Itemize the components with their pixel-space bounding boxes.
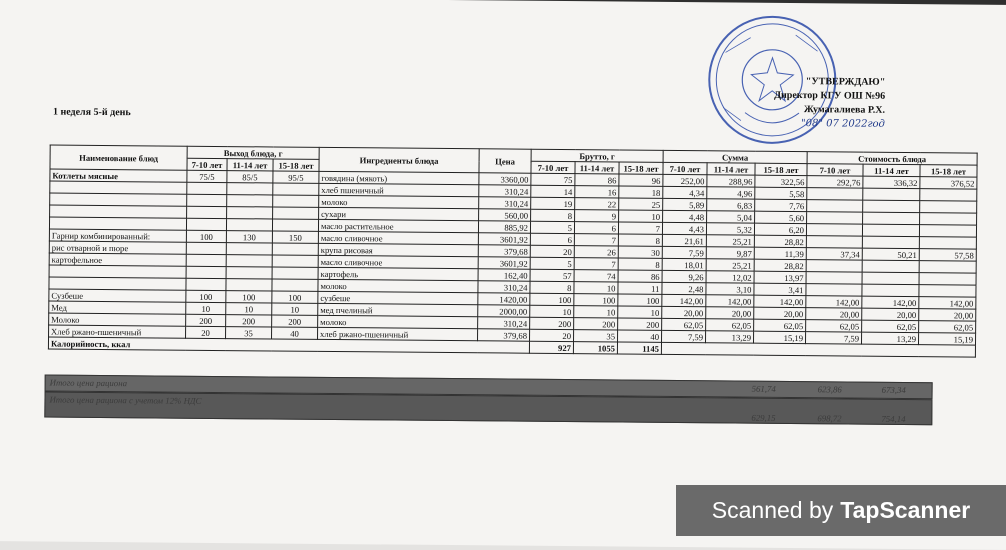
week-day-label: 1 неделя 5-й день xyxy=(52,106,131,119)
cost-age3: 57,58 xyxy=(919,249,976,261)
output-age2: 100 xyxy=(226,291,272,303)
dish-cell: Мед xyxy=(49,301,186,314)
cost-age2 xyxy=(863,212,920,224)
cost-age2: 50,21 xyxy=(862,248,919,260)
brutto-age3: 18 xyxy=(619,186,663,198)
cost-age3: 20,00 xyxy=(919,309,976,321)
sum-age3: 15,19 xyxy=(753,331,805,343)
sum-age2: 6,83 xyxy=(707,199,755,211)
brutto-age2: 7 xyxy=(574,234,618,246)
approval-block xyxy=(725,74,885,131)
brutto-age2: 9 xyxy=(575,210,619,222)
sum-age3: 6,20 xyxy=(754,223,806,235)
brutto-age2: 22 xyxy=(575,198,619,210)
output-age3 xyxy=(273,183,319,195)
total-vat-age3: 754,14 xyxy=(881,413,906,425)
total-age1: 561,74 xyxy=(751,383,776,394)
output-age1 xyxy=(186,242,226,254)
brutto-age3: 96 xyxy=(619,174,663,186)
price-cell: 2000,00 xyxy=(478,305,530,317)
output-age3 xyxy=(272,267,318,279)
ingredient-cell: молоко xyxy=(318,315,478,328)
sum-age3: 322,56 xyxy=(755,175,807,187)
total-age3: 673,34 xyxy=(881,384,906,396)
cost-age3: 376,52 xyxy=(920,177,977,189)
brutto-age2: 86 xyxy=(575,174,619,186)
sum-age2: 142,00 xyxy=(706,295,754,307)
table-body xyxy=(49,169,977,345)
brutto-age3: 8 xyxy=(618,258,662,270)
output-age3 xyxy=(273,195,319,207)
calories-age1: 927 xyxy=(529,341,573,353)
cost-age3 xyxy=(920,201,977,213)
price-cell: 310,24 xyxy=(478,281,530,293)
sum-age1: 20,00 xyxy=(662,306,706,318)
output-age1: 200 xyxy=(186,314,226,326)
sum-age1: 4,34 xyxy=(663,186,707,198)
cost-age1 xyxy=(807,212,863,224)
cost-age2 xyxy=(862,236,919,248)
sum-age1: 18,01 xyxy=(662,258,706,270)
output-age1 xyxy=(187,194,227,206)
brutto-age2: 100 xyxy=(574,294,618,306)
output-age2: 130 xyxy=(226,231,272,243)
brutto-age2: 7 xyxy=(574,258,618,270)
sum-age1: 2,48 xyxy=(662,282,706,294)
sum-age1: 4,43 xyxy=(662,222,706,234)
output-age3: 95/5 xyxy=(273,171,319,183)
sum-age2: 25,21 xyxy=(706,235,754,247)
cost-age1 xyxy=(806,224,862,236)
sum-age1: 21,61 xyxy=(662,234,706,246)
cost-age2 xyxy=(862,272,919,284)
sum-age2: 4,96 xyxy=(707,187,755,199)
price-cell: 310,24 xyxy=(478,317,530,329)
output-age1: 100 xyxy=(186,230,226,242)
sum-age2: 62,05 xyxy=(706,319,754,331)
price-cell: 379,68 xyxy=(478,245,530,257)
cost-age1: 37,34 xyxy=(806,248,862,260)
approval-person: Жумагалиева Р.Х. xyxy=(803,104,886,116)
output-age2 xyxy=(226,219,272,231)
watermark-brand: TapScanner xyxy=(840,497,971,523)
sum-age1: 5,89 xyxy=(663,198,707,210)
sum-age3: 11,39 xyxy=(754,247,806,259)
price-cell: 310,24 xyxy=(479,185,531,197)
dish-cell: Сузбеше xyxy=(49,289,186,302)
brutto-age1: 8 xyxy=(531,209,575,221)
sum-age1: 142,00 xyxy=(662,294,706,306)
sum-age3: 7,76 xyxy=(755,199,807,211)
header-cost-age1: 7-10 лет xyxy=(807,164,863,176)
ingredient-cell: крупа рисовая xyxy=(318,243,478,256)
header-cost: Стоимость блюда xyxy=(807,152,977,165)
price-cell: 885,92 xyxy=(478,221,530,233)
sum-age3: 5,60 xyxy=(755,211,807,223)
sum-age1: 62,05 xyxy=(662,318,706,330)
price-cell: 162,40 xyxy=(478,269,530,281)
brutto-age2: 6 xyxy=(574,222,618,234)
brutto-age1: 20 xyxy=(530,245,574,257)
cost-age1: 62,05 xyxy=(806,320,862,332)
brutto-age3: 7 xyxy=(618,222,662,234)
header-price: Цена xyxy=(479,149,531,173)
sum-age2: 288,96 xyxy=(707,175,755,187)
dish-cell: рис отварной и пюре xyxy=(49,241,186,254)
cost-age2 xyxy=(862,284,919,296)
cost-age2 xyxy=(862,224,919,236)
watermark-prefix: Scanned by xyxy=(711,497,834,523)
output-age3 xyxy=(272,279,318,291)
dish-cell: картофельное xyxy=(49,253,186,266)
header-output-age3: 15-18 лет xyxy=(273,159,319,171)
sum-age1: 4,48 xyxy=(663,210,707,222)
output-age1: 10 xyxy=(186,302,226,314)
cost-age2: 13,29 xyxy=(861,332,918,344)
brutto-age3: 86 xyxy=(618,270,662,282)
output-age3: 100 xyxy=(272,291,318,303)
brutto-age3: 40 xyxy=(618,330,662,342)
brutto-age1: 20 xyxy=(530,329,574,341)
brutto-age2: 26 xyxy=(574,246,618,258)
output-age1: 100 xyxy=(186,290,226,302)
sum-age2: 20,00 xyxy=(706,307,754,319)
dish-cell: Гарнир комбинированный: xyxy=(49,229,186,242)
output-age1: 20 xyxy=(186,326,226,338)
calories-label: Калорийность, ккал xyxy=(48,337,529,353)
header-cost-age2: 11-14 лет xyxy=(863,164,920,176)
brutto-age3: 200 xyxy=(618,318,662,330)
sum-age2: 13,29 xyxy=(706,331,754,343)
scanner-watermark xyxy=(676,485,1006,536)
dish-cell: Молоко xyxy=(49,313,186,326)
header-sum: Сумма xyxy=(663,150,807,163)
cost-age3 xyxy=(920,213,977,225)
price-cell: 3601,92 xyxy=(478,233,530,245)
cost-age2: 62,05 xyxy=(862,320,919,332)
brutto-age1: 5 xyxy=(530,221,574,233)
ingredient-cell: картофель xyxy=(318,267,478,280)
output-age3 xyxy=(272,255,318,267)
output-age1 xyxy=(186,266,226,278)
sum-age1: 7,59 xyxy=(662,246,706,258)
cost-age2: 336,32 xyxy=(863,176,920,188)
sum-age3: 28,82 xyxy=(754,259,806,271)
sum-age3: 13,97 xyxy=(754,271,806,283)
output-age2 xyxy=(227,207,273,219)
brutto-age1: 200 xyxy=(530,317,574,329)
approval-position: Директор КГУ ОШ №96 xyxy=(774,89,886,102)
ingredient-cell: масло сливочное xyxy=(318,255,478,268)
sum-age3: 5,58 xyxy=(755,187,807,199)
output-age2: 85/5 xyxy=(227,171,273,183)
output-age2: 35 xyxy=(226,327,272,339)
sum-age2: 3,10 xyxy=(706,283,754,295)
price-cell: 3601,92 xyxy=(478,257,530,269)
output-age1 xyxy=(187,182,227,194)
ingredient-cell: масло сливочное xyxy=(318,231,478,244)
header-brutto-age2: 11-14 лет xyxy=(575,162,619,174)
header-sum-age1: 7-10 лет xyxy=(663,162,707,174)
output-age3 xyxy=(273,207,319,219)
ingredient-cell: молоко xyxy=(319,195,479,208)
brutto-age3: 8 xyxy=(618,234,662,246)
brutto-age2: 74 xyxy=(574,270,618,282)
output-age2: 10 xyxy=(226,303,272,315)
output-age3 xyxy=(272,219,318,231)
cost-age3 xyxy=(919,273,976,285)
brutto-age3: 100 xyxy=(618,294,662,306)
calories-empty xyxy=(661,342,975,357)
price-cell: 1420,00 xyxy=(478,293,530,305)
brutto-age1: 10 xyxy=(530,305,574,317)
cost-age1 xyxy=(806,236,862,248)
total-vat-age1: 629,15 xyxy=(751,412,776,423)
output-age2 xyxy=(226,267,272,279)
sum-age1: 252,00 xyxy=(663,174,707,186)
output-age2: 200 xyxy=(226,315,272,327)
price-cell: 560,00 xyxy=(479,209,531,221)
cost-age1 xyxy=(806,272,862,284)
header-ingredients: Ингредиенты блюда xyxy=(319,147,479,172)
header-brutto-age1: 7-10 лет xyxy=(531,161,575,173)
price-cell: 379,68 xyxy=(478,329,530,341)
price-cell: 3360,00 xyxy=(479,173,531,185)
output-age3: 150 xyxy=(272,231,318,243)
brutto-age2: 16 xyxy=(575,186,619,198)
output-age1 xyxy=(186,278,226,290)
approval-title: "УТВЕРЖДАЮ" xyxy=(805,76,886,88)
sum-age2: 25,21 xyxy=(706,259,754,271)
dish-cell: Котлеты мясные xyxy=(50,169,187,182)
brutto-age1: 8 xyxy=(530,281,574,293)
output-age2 xyxy=(226,243,272,255)
header-sum-age2: 11-14 лет xyxy=(707,163,755,175)
ingredient-cell: мед пчелиный xyxy=(318,303,478,316)
output-age3: 10 xyxy=(272,303,318,315)
total-vat-label: Итого цена рациона с учетом 12% НДС xyxy=(49,394,202,406)
sum-age3: 20,00 xyxy=(754,307,806,319)
cost-age1: 142,00 xyxy=(806,296,862,308)
brutto-age3: 11 xyxy=(618,282,662,294)
cost-age2 xyxy=(863,200,920,212)
cost-age3 xyxy=(919,225,976,237)
brutto-age3: 10 xyxy=(618,306,662,318)
approval-date: "08" 07 2022год xyxy=(800,118,885,130)
cost-age1: 7,59 xyxy=(805,332,861,344)
cost-age3: 62,05 xyxy=(919,321,976,333)
output-age2 xyxy=(226,255,272,267)
brutto-age3: 10 xyxy=(619,210,663,222)
output-age3: 200 xyxy=(272,315,318,327)
cost-age2 xyxy=(863,188,920,200)
sum-age2: 5,04 xyxy=(707,211,755,223)
output-age1 xyxy=(187,206,227,218)
brutto-age1: 75 xyxy=(531,173,575,185)
brutto-age2: 10 xyxy=(574,306,618,318)
cost-age3 xyxy=(920,189,977,201)
header-brutto-age3: 15-18 лет xyxy=(619,162,663,174)
ingredient-cell: молоко xyxy=(318,279,478,292)
brutto-age2: 10 xyxy=(574,282,618,294)
brutto-age1: 6 xyxy=(530,233,574,245)
output-age1: 75/5 xyxy=(187,170,227,182)
sum-age1: 7,59 xyxy=(662,330,706,342)
sum-age1: 9,26 xyxy=(662,270,706,282)
ingredient-cell: масло растительное xyxy=(318,219,478,232)
calories-age2: 1055 xyxy=(573,342,617,354)
total-ration-label: Итого цена рациона xyxy=(49,377,128,389)
output-age1 xyxy=(186,218,226,230)
cost-age2: 142,00 xyxy=(862,296,919,308)
sum-age3: 3,41 xyxy=(754,283,806,295)
cost-age1 xyxy=(807,200,863,212)
ingredient-cell: хлеб пшеничный xyxy=(319,183,479,196)
brutto-age2: 35 xyxy=(574,330,618,342)
output-age2 xyxy=(227,195,273,207)
cost-age3 xyxy=(919,261,976,273)
output-age2 xyxy=(227,183,273,195)
menu-cost-table xyxy=(48,145,978,358)
brutto-age1: 5 xyxy=(530,257,574,269)
sum-age3: 62,05 xyxy=(754,319,806,331)
sum-age2: 5,32 xyxy=(706,223,754,235)
cost-age1 xyxy=(806,284,862,296)
cost-age2: 20,00 xyxy=(862,308,919,320)
brutto-age1: 19 xyxy=(531,197,575,209)
cost-age3 xyxy=(919,237,976,249)
ingredient-cell: сухари xyxy=(319,207,479,220)
sum-age3: 142,00 xyxy=(754,295,806,307)
price-cell: 310,24 xyxy=(479,197,531,209)
header-dish-name: Наименование блюд xyxy=(50,145,187,170)
header-output: Выход блюда, г xyxy=(187,146,319,159)
output-age2 xyxy=(226,279,272,291)
ingredient-cell: сузбеше xyxy=(318,291,478,304)
cost-age1: 292,76 xyxy=(807,176,863,188)
output-age1 xyxy=(186,254,226,266)
total-vat-age2: 698,72 xyxy=(817,413,842,424)
header-cost-age3: 15-18 лет xyxy=(920,165,977,177)
ingredient-cell: хлеб ржано-пшеничный xyxy=(318,327,478,340)
cost-age1 xyxy=(806,260,862,272)
total-age2: 623,86 xyxy=(817,384,842,395)
cost-age3: 15,19 xyxy=(918,333,975,345)
brutto-age3: 25 xyxy=(619,198,663,210)
header-output-age2: 11-14 лет xyxy=(227,159,273,171)
cost-age1: 20,00 xyxy=(806,308,862,320)
cost-age2 xyxy=(862,260,919,272)
sum-age2: 12,02 xyxy=(706,271,754,283)
header-output-age1: 7-10 лет xyxy=(187,158,227,170)
brutto-age3: 30 xyxy=(618,246,662,258)
ingredient-cell: говядина (мякоть) xyxy=(319,171,479,184)
sum-age3: 28,82 xyxy=(754,235,806,247)
output-age3 xyxy=(272,243,318,255)
brutto-age1: 100 xyxy=(530,293,574,305)
cost-age1 xyxy=(807,188,863,200)
brutto-age1: 14 xyxy=(531,185,575,197)
calories-age3: 1145 xyxy=(617,342,661,354)
cost-age3: 142,00 xyxy=(919,297,976,309)
dish-cell: Хлеб ржано-пшеничный xyxy=(49,325,186,338)
cost-age3 xyxy=(919,285,976,297)
output-age3: 40 xyxy=(272,327,318,339)
header-sum-age3: 15-18 лет xyxy=(755,163,807,175)
brutto-age1: 57 xyxy=(530,269,574,281)
header-brutto: Брутто, г xyxy=(531,149,663,162)
sum-age2: 9,87 xyxy=(706,247,754,259)
brutto-age2: 200 xyxy=(574,318,618,330)
